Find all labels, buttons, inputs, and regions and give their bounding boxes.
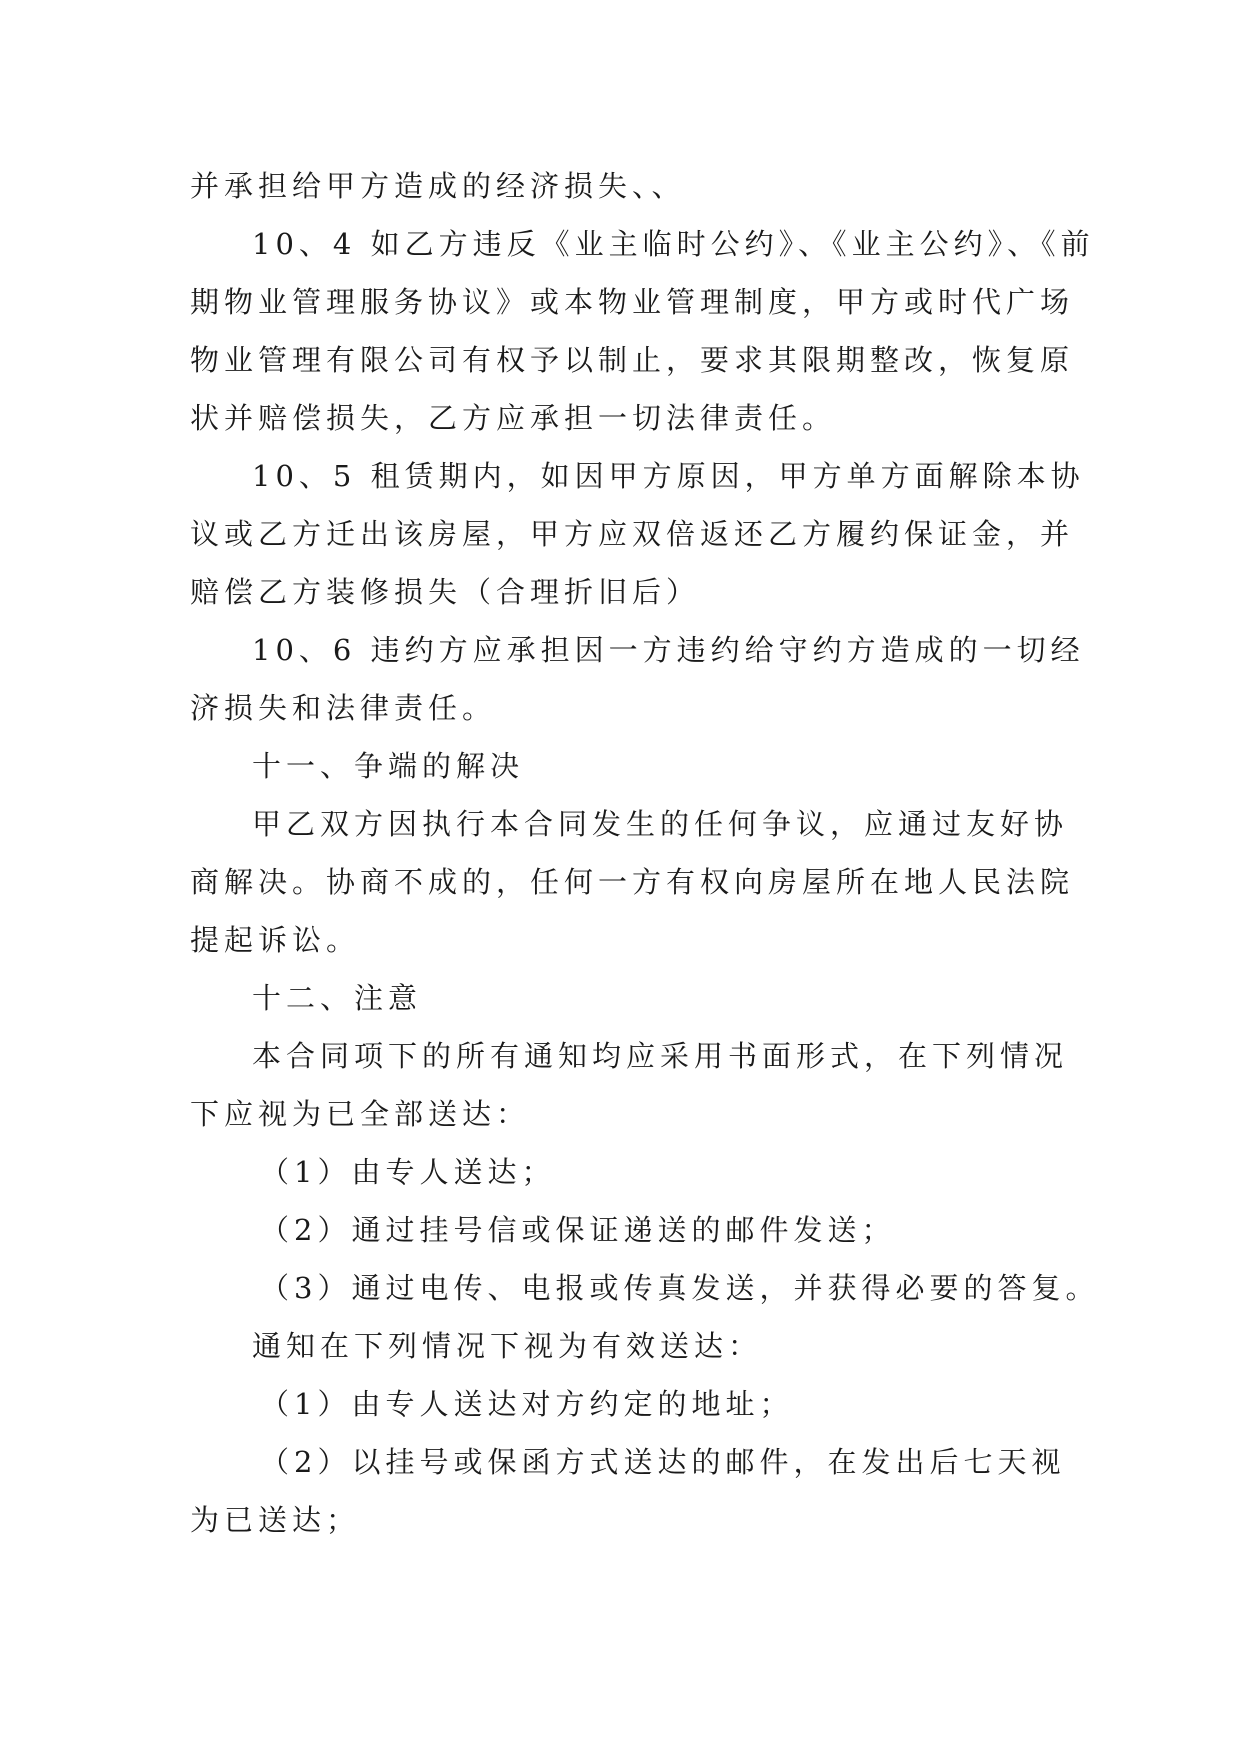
- text-line: 议或乙方迁出该房屋，甲方应双倍返还乙方履约保证金，并: [190, 517, 1075, 551]
- list-item: （1）由专人送达对方约定的地址；: [260, 1387, 794, 1421]
- text-line: 10、4 如乙方违反《业主临时公约》、《业主公约》、《前: [252, 227, 1095, 261]
- section-heading: 十一、争端的解决: [252, 749, 525, 783]
- list-item: （3）通过电传、电报或传真发送，并获得必要的答复。: [260, 1271, 1100, 1305]
- text-line: 物业管理有限公司有权予以制止，要求其限期整改，恢复原: [190, 343, 1075, 377]
- text-line: 并承担给甲方造成的经济损失、、: [190, 169, 686, 203]
- list-item: （1）由专人送达；: [260, 1155, 556, 1189]
- text-line: 通知在下列情况下视为有效送达：: [252, 1329, 763, 1363]
- text-line: 10、5 租赁期内，如因甲方原因，甲方单方面解除本协: [252, 459, 1085, 493]
- text-line: 为已送达；: [190, 1503, 361, 1537]
- text-line: 本合同项下的所有通知均应采用书面形式，在下列情况: [252, 1039, 1069, 1073]
- text-line: 10、6 违约方应承担因一方违约给守约方造成的一切经: [252, 633, 1085, 667]
- text-line: 赔偿乙方装修损失（合理折旧后）: [190, 575, 701, 609]
- text-line: 期物业管理服务协议》或本物业管理制度，甲方或时代广场: [190, 285, 1075, 319]
- text-line: 下应视为已全部送达：: [190, 1097, 531, 1131]
- list-item: （2）通过挂号信或保证递送的邮件发送；: [260, 1213, 896, 1247]
- text-line: 商解决。协商不成的，任何一方有权向房屋所在地人民法院: [190, 865, 1075, 899]
- text-line: 济损失和法律责任。: [190, 691, 497, 725]
- text-line: 提起诉讼。: [190, 923, 361, 957]
- section-heading: 十二、注意: [252, 981, 423, 1015]
- list-item: （2）以挂号或保函方式送达的邮件，在发出后七天视: [260, 1445, 1066, 1479]
- document-body: [190, 157, 1100, 1549]
- text-line: 甲乙双方因执行本合同发生的任何争议，应通过友好协: [252, 807, 1069, 841]
- text-line: 状并赔偿损失，乙方应承担一切法律责任。: [190, 401, 837, 435]
